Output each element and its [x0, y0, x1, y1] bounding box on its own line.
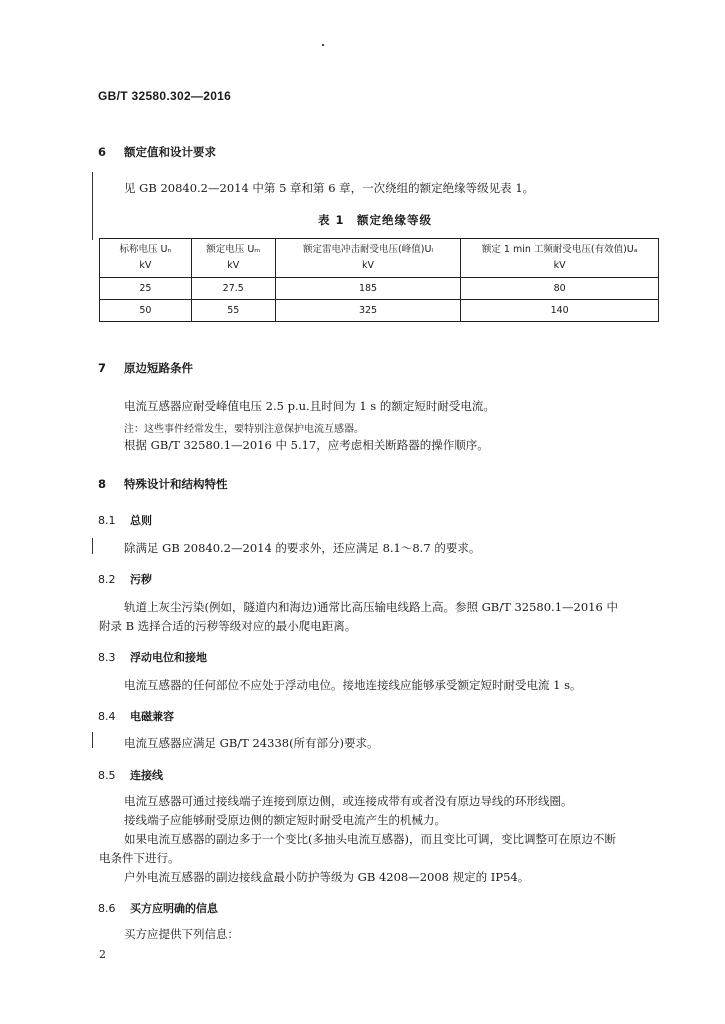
- section-title: 额定值和设计要求: [124, 145, 216, 159]
- subsection-8-6-heading: 8.6 买方应明确的信息: [98, 902, 218, 915]
- table-header-row: [100, 239, 659, 278]
- table-caption: 表 1 额定绝缘等级: [318, 213, 433, 227]
- section-7-paragraph: 电流互感器应耐受峰值电压 2.5 p.u.且时间为 1 s 的额定短时耐受电流。: [124, 399, 495, 413]
- table-cell: 185: [275, 278, 461, 300]
- subsection-8-2-line: 附录 B 选择合适的污秽等级对应的最小爬电距离。: [99, 619, 357, 633]
- section-7-paragraph: 根据 GB/T 32580.1—2016 中 5.17，应考虑相关断路器的操作顺序。: [124, 438, 489, 452]
- section-6-heading: [98, 144, 216, 160]
- table-header-cell: 额定雷电冲击耐受电压(峰值)Uₗ kV: [275, 239, 461, 278]
- subsection-8-1-heading: 8.1 总则: [98, 514, 152, 527]
- subsection-8-5-line: 电流互感器可通过接线端子连接到原边侧，或连接成带有或者没有原边导线的环形线圈。: [124, 794, 573, 808]
- table-cell: 325: [275, 300, 461, 322]
- section-7-heading: [98, 360, 193, 376]
- section-number: 7: [98, 361, 107, 375]
- subsection-8-5-line: 接线端子应能够耐受原边侧的额定短时耐受电流产生的机械力。: [124, 813, 446, 827]
- standard-code: GB/T 32580.302—2016: [98, 89, 232, 103]
- table-cell: 55: [191, 300, 275, 322]
- subsection-8-2-heading: 8.2 污秽: [98, 573, 152, 586]
- subsection-8-5-line: 电条件下进行。: [99, 851, 180, 865]
- subsection-8-2-line: 轨道上灰尘污染(例如，隧道内和海边)通常比高压输电线路上高。参照 GB/T 32580.1—2016 中: [124, 600, 618, 614]
- revision-bar: [92, 172, 93, 240]
- section-number: 6: [98, 145, 107, 159]
- subsection-8-6-paragraph: 买方应提供下列信息：: [124, 927, 239, 941]
- subsection-8-1-paragraph: 除满足 GB 20840.2—2014 的要求外，还应满足 8.1～8.7 的要求。: [124, 541, 481, 555]
- table-header-cell: 额定电压 Uₘ kV: [191, 239, 275, 278]
- table-cell: 27.5: [191, 278, 275, 300]
- table-header-cell: 标称电压 Uₙ kV: [100, 239, 192, 278]
- subsection-8-5-line: 如果电流互感器的副边多于一个变比(多抽头电流互感器)，而且变比可调，变比调整可在原边不断: [124, 832, 616, 846]
- revision-bar: [92, 732, 93, 748]
- table-cell: 140: [461, 300, 659, 322]
- section-number: 8: [98, 477, 107, 491]
- rated-insulation-table: [99, 238, 659, 322]
- table-cell: 50: [100, 300, 192, 322]
- subsection-8-5-heading: 8.5 连接线: [98, 769, 163, 782]
- page-number: 2: [99, 948, 106, 961]
- section-title: 原边短路条件: [124, 361, 193, 375]
- section-6-paragraph: 见 GB 20840.2—2014 中第 5 章和第 6 章，一次绕组的额定绝缘等级见表 1。: [124, 181, 535, 195]
- table-header-cell: 额定 1 min 工频耐受电压(有效值)Uₐ kV: [461, 239, 659, 278]
- section-8-heading: [98, 476, 228, 492]
- subsection-8-4-paragraph: 电流互感器应满足 GB/T 24338(所有部分)要求。: [124, 736, 379, 750]
- table-row: [100, 278, 659, 300]
- scan-speck: [322, 44, 324, 46]
- section-7-note: 注：这些事件经常发生，要特别注意保护电流互感器。: [124, 424, 364, 435]
- table-row: [100, 300, 659, 322]
- table-cell: 80: [461, 278, 659, 300]
- revision-bar: [92, 538, 93, 554]
- subsection-8-4-heading: 8.4 电磁兼容: [98, 710, 174, 723]
- section-title: 特殊设计和结构特性: [124, 477, 228, 491]
- subsection-8-5-line: 户外电流互感器的副边接线盒最小防护等级为 GB 4208—2008 规定的 IP54。: [124, 870, 530, 884]
- subsection-8-3-paragraph: 电流互感器的任何部位不应处于浮动电位。接地连接线应能够承受额定短时耐受电流 1 s。: [124, 678, 582, 692]
- table-cell: 25: [100, 278, 192, 300]
- subsection-8-3-heading: 8.3 浮动电位和接地: [98, 651, 207, 664]
